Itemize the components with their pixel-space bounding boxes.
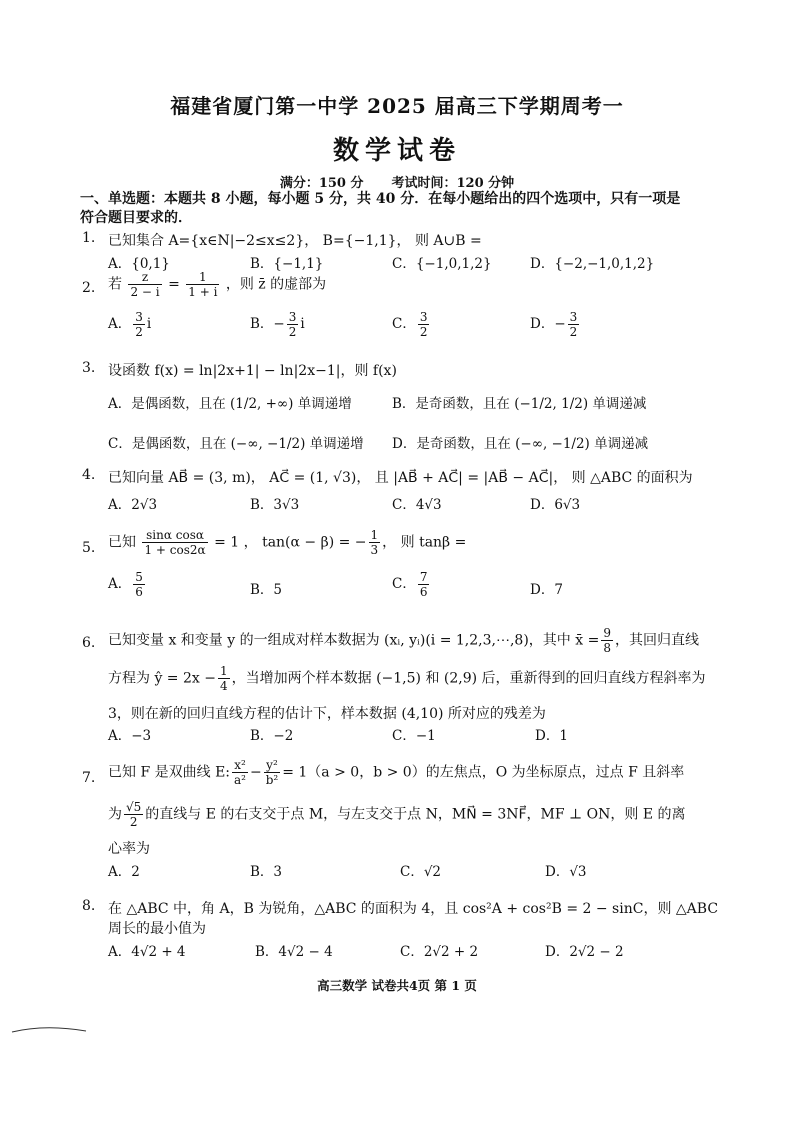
numerator: 3: [288, 310, 297, 324]
option-a: A．2: [108, 864, 140, 880]
question-number: 2.: [82, 280, 96, 296]
option-d: D．1: [535, 728, 568, 744]
option-c: C．√2: [400, 864, 442, 880]
denominator: 6: [135, 585, 143, 599]
scan-mark: [10, 1022, 90, 1036]
numerator: 1: [370, 528, 379, 542]
denominator: 6: [419, 585, 428, 599]
numerator: sinα cosα: [142, 528, 207, 543]
option-d: D．是奇函数，且在 (−∞, −1/2) 单调递减: [392, 436, 649, 452]
denominator: 1 + i: [188, 285, 218, 299]
denominator: 8: [603, 641, 611, 655]
stem-text: ，则 z̄ 的虚部为: [225, 276, 327, 293]
fraction: [142, 528, 207, 557]
fraction: [287, 310, 299, 339]
numerator: √5: [126, 800, 142, 814]
full-score: 满分：150 分: [279, 176, 364, 191]
stem-text: = 1 ， tan(α − β) = −: [214, 534, 367, 551]
option-a: [108, 570, 147, 599]
question-stem-line-3: 心率为: [108, 841, 150, 857]
denominator: 2 − i: [130, 285, 160, 299]
numerator: 7: [419, 570, 428, 584]
numerator: 3: [135, 310, 143, 324]
fraction: [264, 758, 281, 787]
question-stem: 已知集合 A={x∈N|−2≤x≤2}， B={−1,1}， 则 A∪B =: [108, 233, 482, 249]
option-a: A．−3: [108, 728, 152, 744]
option-d: D．7: [530, 582, 563, 598]
option-letter: C．: [392, 576, 416, 592]
option-letter: A．: [108, 316, 132, 332]
stem-text: 方程为 ŷ = 2x −: [108, 670, 216, 687]
page-footer: 高三数学 试卷共4页 第 1 页: [317, 978, 477, 993]
stem-text: 已知变量 x 和变量 y 的一组成对样本数据为 (xᵢ, yᵢ)(i = 1,2,3,⋯,8)，其中 x̄ =: [108, 632, 600, 649]
denominator: 2: [135, 325, 143, 339]
section-heading: 一、单选题：本题共 8 小题，每小题 5 分，共 40 分．在每小题给出的四个选项中，只有一项是符合题目要求的．: [80, 191, 681, 226]
stem-text: ，当增加两个样本数据 (−1,5) 和 (2,9) 后，重新得到的回归直线方程斜率为: [231, 670, 706, 687]
stem-text: ， 则 tanβ =: [382, 534, 467, 551]
equals: =: [168, 276, 180, 293]
option-c: C．是偶函数，且在 (−∞, −1/2) 单调递增: [108, 436, 364, 452]
question-stem-line-2: [108, 800, 686, 829]
denominator: 3: [370, 543, 379, 557]
option-d: D．6√3: [530, 497, 581, 513]
question-number: 7.: [82, 770, 96, 786]
option-b: B．{−1,1}: [250, 256, 324, 272]
option-d: D．√3: [545, 864, 587, 880]
numerator: 3: [569, 310, 578, 324]
question-number: 3.: [82, 360, 96, 376]
option-b: B．−2: [250, 728, 294, 744]
question-number: 1.: [82, 230, 96, 246]
question-stem-line-1: 在 △ABC 中，角 A，B 为锐角，△ABC 的面积为 4，且 cos²A + cos²B = 2 − sinC，则 △ABC: [108, 901, 719, 917]
option-c: C．4√3: [392, 497, 442, 513]
fraction: [418, 310, 430, 339]
numerator: z: [128, 270, 161, 285]
option-b: B．3√3: [250, 497, 300, 513]
denominator: 2: [288, 325, 297, 339]
fraction: [601, 626, 613, 655]
numerator: x²: [232, 758, 248, 773]
option-a: A．2√3: [108, 497, 158, 513]
paper-title: 数学试卷: [332, 136, 461, 166]
numerator: 9: [603, 626, 611, 640]
option-d: D．2√2 − 2: [545, 944, 624, 960]
option-b: [250, 310, 305, 339]
minus-sign: −: [249, 764, 262, 781]
exam-meta: [0, 172, 794, 191]
stem-text: 已知: [108, 534, 136, 551]
stem-text: 若: [108, 276, 122, 293]
question-number: 8.: [82, 898, 96, 914]
option-c: C．−1: [392, 728, 436, 744]
option-letter: C．: [392, 316, 416, 332]
question-stem: 已知向量 AB⃗ = (3, m)， AC⃗ = (1, √3)， 且 |AB⃗ + AC⃗| = |AB⃗ − AC⃗|， 则 △ABC 的面积为: [108, 470, 693, 486]
question-stem-line-1: [108, 758, 684, 787]
question-stem-line-1: [108, 626, 699, 655]
option-c: [392, 570, 431, 599]
numerator: 1: [186, 270, 219, 285]
option-letter: B．−: [250, 316, 285, 332]
stem-text: 已知 F 是双曲线 E:: [108, 764, 231, 781]
option-b: B．5: [250, 582, 283, 598]
option-c: C．2√2 + 2: [400, 944, 479, 960]
denominator: 1 + cos2α: [144, 543, 206, 557]
stem-text: 为: [108, 806, 122, 823]
option-b: B．3: [250, 864, 283, 880]
option-a: A．是偶函数，且在 (1/2, +∞) 单调递增: [108, 396, 352, 412]
numerator: 5: [135, 570, 143, 584]
fraction: [133, 310, 145, 339]
option-suffix: i: [146, 316, 152, 332]
option-c: C．{−1,0,1,2}: [392, 256, 492, 272]
question-stem: 设函数 f(x) = ln|2x+1| − ln|2x−1|，则 f(x): [108, 363, 397, 379]
numerator: 3: [419, 310, 428, 324]
option-a: A．{0,1}: [108, 256, 170, 272]
question-number: 4.: [82, 467, 96, 483]
question-stem-line-2: 周长的最小值为: [108, 921, 206, 937]
question-stem-line-3: 3，则在新的回归直线方程的估计下，样本数据 (4,10) 所对应的残差为: [108, 706, 546, 722]
denominator: b²: [265, 773, 279, 787]
question-stem: [108, 270, 326, 299]
numerator: y²: [264, 758, 281, 773]
school-title: 福建省厦门第一中学 2025 届高三下学期周考一: [170, 94, 624, 118]
fraction: [124, 800, 143, 829]
option-c: [392, 310, 431, 339]
option-b: B．4√2 − 4: [255, 944, 333, 960]
denominator: a²: [234, 773, 246, 787]
option-letter: A．: [108, 576, 132, 592]
option-a: A．4√2 + 4: [108, 944, 186, 960]
question-stem-line-2: [108, 664, 706, 693]
fraction: [232, 758, 248, 787]
stem-text: 的直线与 E 的右支交于点 M，与左支交于点 N，MN⃗ = 3NF⃗，MF ⊥ ON，则 E 的离: [145, 806, 686, 823]
fraction: [369, 528, 381, 557]
question-number: 5.: [82, 540, 96, 556]
fraction: [568, 310, 580, 339]
numerator: 1: [219, 664, 228, 678]
denominator: 2: [419, 325, 428, 339]
fraction: [128, 270, 161, 299]
option-b: B．是奇函数，且在 (−1/2, 1/2) 单调递减: [392, 396, 647, 412]
question-stem: [108, 528, 466, 557]
denominator: 2: [569, 325, 578, 339]
option-letter: D．−: [530, 316, 566, 332]
fraction: [218, 664, 230, 693]
exam-time: 考试时间：120 分钟: [391, 176, 515, 191]
option-d: D．{−2,−1,0,1,2}: [530, 256, 655, 272]
stem-text: = 1（a > 0，b > 0）的左焦点，O 为坐标原点，过点 F 且斜率: [282, 764, 685, 781]
denominator: 2: [129, 815, 138, 829]
option-a: [108, 310, 151, 339]
fraction: [133, 570, 145, 599]
question-number: 6.: [82, 635, 96, 651]
fraction: [418, 570, 430, 599]
stem-text: ，其回归直线: [614, 632, 699, 649]
denominator: 4: [219, 679, 228, 693]
fraction: [186, 270, 219, 299]
option-suffix: i: [300, 316, 305, 332]
option-d: [530, 310, 581, 339]
